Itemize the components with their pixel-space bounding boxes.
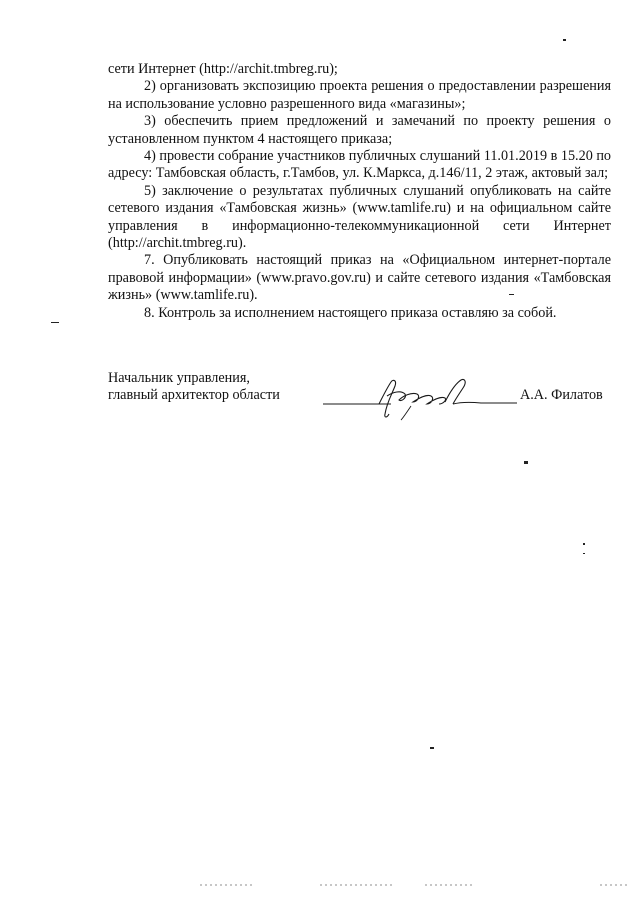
scan-edge-noise	[600, 884, 630, 886]
scan-edge-noise	[320, 884, 395, 886]
signatory-title	[108, 370, 308, 405]
paragraph-8: 8. Контроль за исполнением настоящего приказа оставляю за собой.	[144, 304, 557, 321]
paragraph-2: 2) организовать экспозицию проекта решения о предоставлении разрешения на использование условно разрешенного вида «магазины»;	[108, 78, 611, 112]
handwritten-signature	[321, 374, 521, 422]
signatory-title-line-1: Начальник управления,	[108, 370, 250, 386]
paragraph-5: 5) заключение о результатах публичных слушаний опубликовать на сайте сетевого издания «Тамбовская жизнь» (www.tamlife.ru) и на официальном сайте управления в информационно-телекоммуникационной сети Интернет (http://archit.tmbreg.ru).	[108, 182, 611, 252]
scan-edge-noise	[425, 884, 475, 886]
paragraph-3: 3) обеспечить прием предложений и замечаний по проекту решения о установленном пунктом 4 настоящего приказа;	[108, 113, 611, 147]
paragraph-7: 7. Опубликовать настоящий приказ на «Официальном интернет-портале правовой информации» (www.pravo.gov.ru) и сайте сетевого издания «Тамбовская жизнь» (www.tamlife.ru).	[108, 252, 611, 304]
scan-speck	[583, 553, 585, 554]
scan-speck	[430, 747, 434, 749]
document-body	[108, 61, 611, 322]
signatory-title-line-2: главный архитектор области	[108, 387, 280, 404]
scan-speck	[563, 39, 566, 41]
scan-speck	[51, 322, 59, 323]
signatory-name: А.А. Филатов	[520, 387, 603, 403]
scan-edge-noise	[200, 884, 255, 886]
scan-speck	[524, 461, 528, 464]
paragraph-1: сети Интернет (http://archit.tmbreg.ru);	[108, 61, 338, 77]
paragraph-4: 4) провести собрание участников публичных слушаний 11.01.2019 в 15.20 по адресу: Тамбовская область, г.Тамбов, ул. К.Маркса, д.146/11, 2 этаж, актовый зал;	[108, 148, 612, 182]
scan-speck	[509, 294, 514, 295]
scan-speck	[583, 543, 585, 545]
signature-block	[108, 370, 611, 430]
